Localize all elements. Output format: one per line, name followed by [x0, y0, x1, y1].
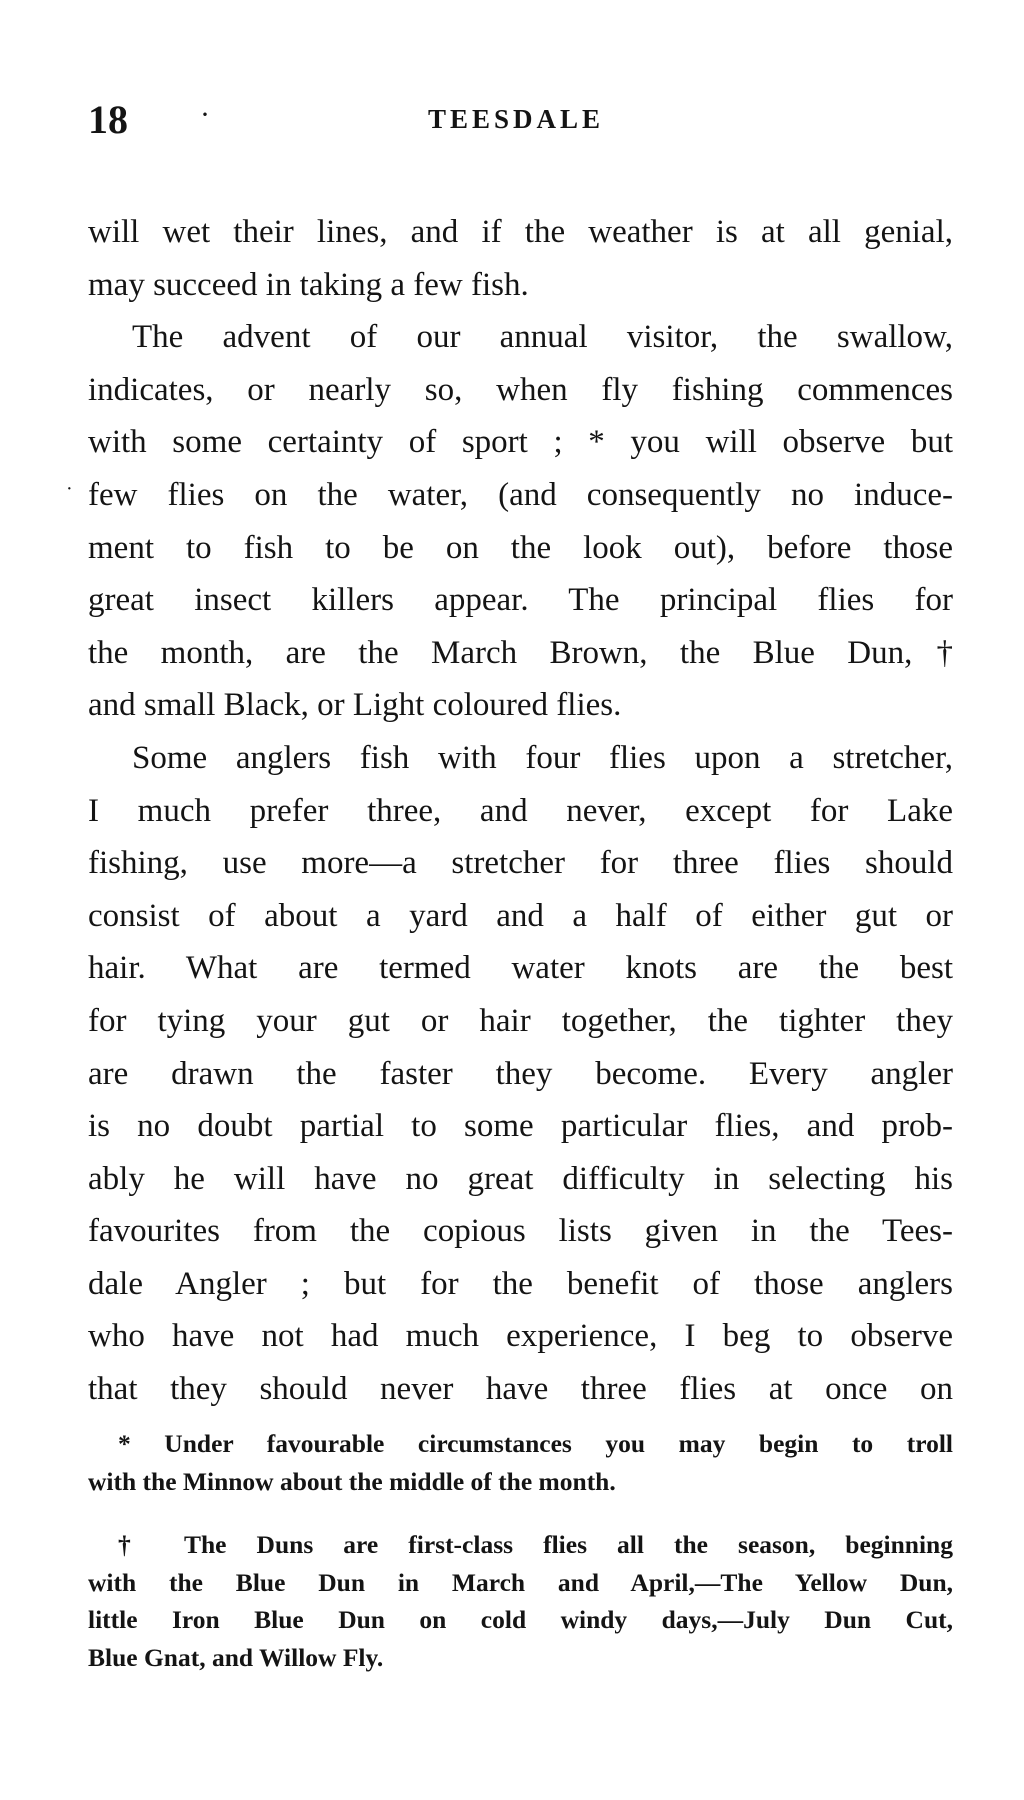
- footnote-line: little Iron Blue Dun on cold windy days,—July Dun Cut,: [88, 1605, 953, 1634]
- text-line: favourites from the copious lists given in the Tees-: [88, 1213, 953, 1250]
- text-line: The advent of our annual visitor, the swallow,: [132, 319, 953, 356]
- text-line: hair. What are termed water knots are the best: [88, 950, 953, 987]
- text-line: are drawn the faster they become. Every angler: [88, 1055, 953, 1092]
- text-line: will wet their lines, and if the weather is at all genial,: [88, 214, 953, 250]
- footnote-dagger: [88, 1526, 953, 1676]
- running-head: TEESDALE: [428, 104, 605, 134]
- footnote-star: [88, 1425, 953, 1500]
- page-number: 18: [88, 97, 128, 142]
- header-mark: ·: [200, 98, 210, 131]
- text-line: consist of about a yard and a half of either gut or: [88, 897, 953, 934]
- footnote-line: with the Blue Dun in March and April,—The Yellow Dun,: [88, 1567, 953, 1597]
- margin-mark: ·: [66, 478, 73, 500]
- text-line: who have not had much experience, I beg to observe: [88, 1318, 953, 1355]
- page-header: [88, 96, 948, 146]
- text-line: for tying your gut or hair together, the tighter they: [88, 1002, 953, 1039]
- text-line: the month, are the March Brown, the Blue Dun,†: [88, 634, 953, 671]
- text-line: and small Black, or Light coloured flies.: [88, 687, 622, 724]
- text-line: great insect killers appear. The principal flies for: [88, 582, 953, 619]
- footnote-line: Blue Gnat, and Willow Fly.: [88, 1642, 384, 1672]
- text-line: that they should never have three flies at once on: [88, 1371, 953, 1408]
- footnote-gap: [88, 1500, 953, 1526]
- text-line: ably he will have no great difficulty in selecting his: [88, 1160, 953, 1197]
- text-line: Some anglers fish with four flies upon a stretcher,: [132, 739, 953, 776]
- text-line: is no doubt partial to some particular flies, and prob-: [88, 1108, 953, 1145]
- text-line: fishing, use more—a stretcher for three flies should: [88, 845, 953, 882]
- body-text: [88, 206, 953, 1416]
- footnotes: [88, 1425, 953, 1676]
- text-line: may succeed in taking a few fish.: [88, 266, 529, 303]
- text-line: with some certainty of sport ; * you will observe but: [88, 424, 953, 461]
- footnote-line: with the Minnow about the middle of the month.: [88, 1466, 616, 1496]
- text-line: few flies on the water, (and consequently no induce-: [88, 476, 953, 513]
- text-line: I much prefer three, and never, except for Lake: [88, 792, 953, 829]
- footnote-line: * Under favourable circumstances you may begin to troll: [118, 1429, 953, 1458]
- text-line: ment to fish to be on the look out), before those: [88, 529, 953, 566]
- text-line: dale Angler ; but for the benefit of those anglers: [88, 1265, 953, 1302]
- footnote-line: † The Duns are first-class flies all the season, beginning: [118, 1530, 953, 1559]
- text-line: indicates, or nearly so, when fly fishing commences: [88, 371, 953, 408]
